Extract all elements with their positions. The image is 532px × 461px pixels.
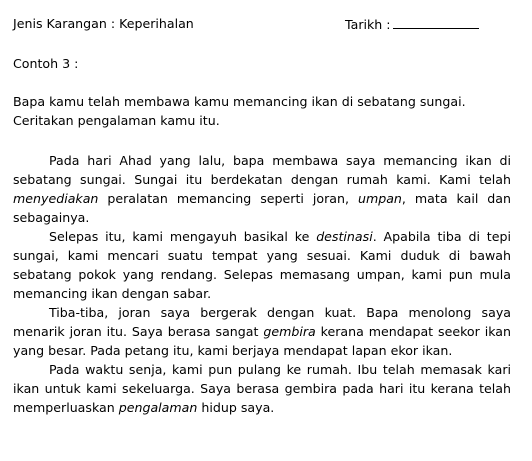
essay-keyword: menyediakan <box>13 191 99 206</box>
essay-text: hidup saya. <box>197 400 275 415</box>
essay-keyword: umpan <box>357 191 402 206</box>
question-line-2: Ceritakan pengalaman kamu itu. <box>13 113 220 128</box>
essay-keyword: gembira <box>263 324 316 339</box>
essay-text: kerana mendapat seekor ikan yang besar. Pada petang itu, kami berjaya mendapat lapan ekor ikan. <box>13 324 511 358</box>
essay-type-label: Jenis Karangan : Keperihalan <box>13 16 194 31</box>
essay-paragraph-4 <box>13 360 511 417</box>
essay-paragraph-1 <box>13 151 511 227</box>
essay-text: Tiba-tiba, joran saya bergerak dengan kuat. Bapa menolong saya menarik joran itu. Saya berasa sangat <box>13 305 511 339</box>
essay-text: , mata kail dan sebagainya. <box>13 191 512 225</box>
essay-text: Pada hari Ahad yang lalu, bapa membawa saya memancing ikan di sebatang sungai. Sungai itu berdekatan dengan rumah kami. Kami telah <box>13 153 511 187</box>
essay-body <box>13 151 511 417</box>
date-field <box>345 16 479 33</box>
essay-text: peralatan memancing seperti joran, <box>98 191 358 206</box>
essay-text: . Apabila tiba di tepi sungai, kami mencari suatu tempat yang sesuai. Kami duduk di bawah sebatang pokok yang rendang. Selepas memasang umpan, kami pun mula memancing ikan dengan sabar. <box>13 229 511 301</box>
question-line-1: Bapa kamu telah membawa kamu memancing ikan di sebatang sungai. <box>13 94 466 109</box>
essay-paragraph-2 <box>13 227 511 303</box>
example-label: Contoh 3 : <box>13 56 79 71</box>
essay-keyword: destinasi <box>316 229 373 244</box>
essay-text: Selepas itu, kami mengayuh basikal ke <box>49 229 317 244</box>
essay-text: Pada waktu senja, kami pun pulang ke rumah. Ibu telah memasak kari ikan untuk kami sekeluarga. Saya berasa gembira pada hari itu kerana telah memperluaskan <box>13 362 511 415</box>
date-label: Tarikh : <box>345 17 391 32</box>
date-blank-line <box>393 16 479 29</box>
essay-paragraph-3 <box>13 303 511 360</box>
essay-keyword: pengalaman <box>118 400 198 415</box>
